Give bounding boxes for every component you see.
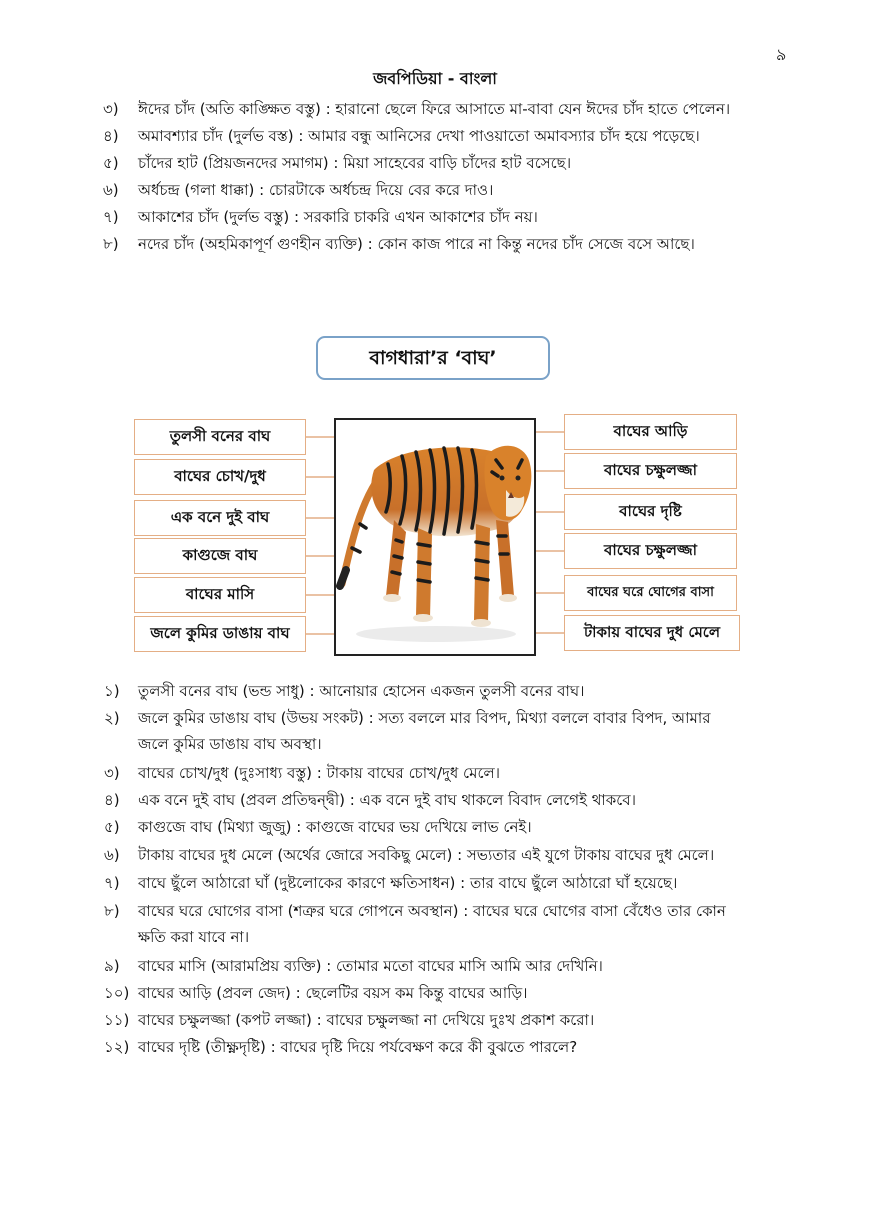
list-item: বাঘের মাসি (আরামপ্রিয় ব্যক্তি) : তোমার মতো বাঘের মাসি আমি আর দেখিনি। [138, 957, 603, 975]
box-tulsi-boner-bagh: তুলসী বনের বাঘ [134, 419, 306, 455]
tiger-icon [336, 420, 534, 654]
list-number: ৩) [103, 100, 119, 118]
list-number: ৩) [104, 764, 120, 782]
list-item-continuation: ক্ষতি করা যাবে না। [138, 928, 250, 946]
list-item: বাঘের ঘরে ঘোগের বাসা (শত্রুর ঘরে গোপনে অবস্থান) : বাঘের ঘরে ঘোগের বাসা বেঁধেও তার কোন [138, 902, 726, 920]
list-item: অমাবশ্যার চাঁদ (দুর্লভ বস্ত) : আমার বন্ধু আনিসের দেখা পাওয়াতো অমাবস্যার চাঁদ হয়ে পড়েছে। [138, 127, 700, 145]
list-item: বাঘে ছুঁলে আঠারো ঘাঁ (দুষ্টলোকের কারণে ক্ষতিসাধন) : তার বাঘে ছুঁলে আঠারো ঘাঁ হয়েছে। [138, 874, 678, 892]
list-number: ৬) [103, 181, 119, 199]
list-item: বাঘের চোখ/দুধ (দুঃসাধ্য বস্তু) : টাকায় বাঘের চোখ/দুধ মেলে। [138, 764, 501, 782]
list-item: অর্ধচন্দ্র (গলা ধাক্কা) : চোরটাকে অর্ধচন্দ্র দিয়ে বের করে দাও। [138, 181, 494, 199]
list-number: ৫) [103, 154, 119, 172]
list-number: ৪) [103, 127, 119, 145]
tiger-photo [334, 418, 536, 656]
list-number: ৬) [104, 846, 120, 864]
list-number: ৭) [104, 874, 120, 892]
list-number: ১২) [104, 1038, 130, 1056]
list-number: ২) [104, 709, 120, 727]
list-item: কাগুজে বাঘ (মিথ্যা জুজু) : কাগুজে বাঘের ভয় দেখিয়ে লাভ নেই। [138, 818, 532, 836]
list-item: ঈদের চাঁদ (অতি কাঙ্ক্ষিত বস্তু) : হারানো ছেলে ফিরে আসাতে মা-বাবা যেন ঈদের চাঁদ হাতে পেলেন। [138, 100, 731, 118]
box-bagher-ghore-ghog: বাঘের ঘরে ঘোগের বাসা [564, 575, 737, 611]
list-number: ৯) [104, 957, 120, 975]
diagram-title: বাগধারা’র ‘বাঘ’ [316, 336, 550, 380]
box-ek-bone-dui-bagh: এক বনে দুই বাঘ [134, 500, 306, 536]
list-number: ১০) [104, 984, 130, 1002]
box-takay-bagher-dudh: টাকায় বাঘের দুধ মেলে [564, 615, 740, 651]
page-header: জবপিডিয়া - বাংলা [373, 69, 497, 88]
box-bagher-ari: বাঘের আড়ি [564, 414, 737, 450]
box-jole-kumir: জলে কুমির ডাঙায় বাঘ [134, 616, 306, 652]
list-item: চাঁদের হাট (প্রিয়জনদের সমাগম) : মিয়া সাহেবের বাড়ি চাঁদের হাট বসেছে। [138, 154, 572, 172]
box-bagher-chokkhulojja-2: বাঘের চক্ষুলজ্জা [564, 533, 737, 569]
box-kaguje-bagh: কাগুজে বাঘ [134, 538, 306, 574]
list-number: ৭) [103, 208, 119, 226]
list-item: আকাশের চাঁদ (দুর্লভ বস্তু) : সরকারি চাকরি এখন আকাশের চাঁদ নয়। [138, 208, 538, 226]
list-item: তুলসী বনের বাঘ (ভন্ড সাধু) : আনোয়ার হোসেন একজন তুলসী বনের বাঘ। [138, 682, 585, 700]
page-number: ৯ [776, 45, 787, 64]
list-item: টাকায় বাঘের দুধ মেলে (অর্থের জোরে সবকিছু মেলে) : সভ্যতার এই যুগে টাকায় বাঘের দুধ মেলে। [138, 846, 715, 864]
box-bagher-masi: বাঘের মাসি [134, 577, 306, 613]
box-bagher-drishti: বাঘের দৃষ্টি [564, 494, 737, 530]
box-bagher-chokh-dudh: বাঘের চোখ/দুধ [134, 459, 306, 495]
list-item: বাঘের দৃষ্টি (তীক্ষ্ণদৃষ্টি) : বাঘের দৃষ্টি দিয়ে পর্যবেক্ষণ করে কী বুঝতে পারলে? [138, 1038, 578, 1056]
list-number: ৫) [104, 818, 120, 836]
list-number: ৮) [104, 902, 120, 920]
list-item-continuation: জলে কুমির ডাঙায় বাঘ অবস্থা। [138, 735, 322, 753]
list-item: বাঘের চক্ষুলজ্জা (কপট লজ্জা) : বাঘের চক্ষুলজ্জা না দেখিয়ে দুঃখ প্রকাশ করো। [138, 1011, 595, 1029]
list-item: এক বনে দুই বাঘ (প্রবল প্রতিদ্বন্দ্বী) : এক বনে দুই বাঘ থাকলে বিবাদ লেগেই থাকবে। [138, 791, 637, 809]
list-number: ১) [104, 682, 120, 700]
list-item: বাঘের আড়ি (প্রবল জেদ) : ছেলেটির বয়স কম কিন্তু বাঘের আড়ি। [138, 984, 528, 1002]
list-number: ১১) [104, 1011, 130, 1029]
list-item: জলে কুমির ডাঙায় বাঘ (উভয় সংকট) : সত্য বললে মার বিপদ, মিথ্যা বললে বাবার বিপদ, আমার [138, 709, 711, 727]
box-bagher-chokkhulojja: বাঘের চক্ষুলজ্জা [564, 453, 737, 489]
list-number: ৮) [103, 235, 119, 253]
list-item: নদের চাঁদ (অহমিকাপূর্ণ গুণহীন ব্যক্তি) : কোন কাজ পারে না কিন্তু নদের চাঁদ সেজে বসে আছে। [138, 235, 695, 253]
list-number: ৪) [104, 791, 120, 809]
